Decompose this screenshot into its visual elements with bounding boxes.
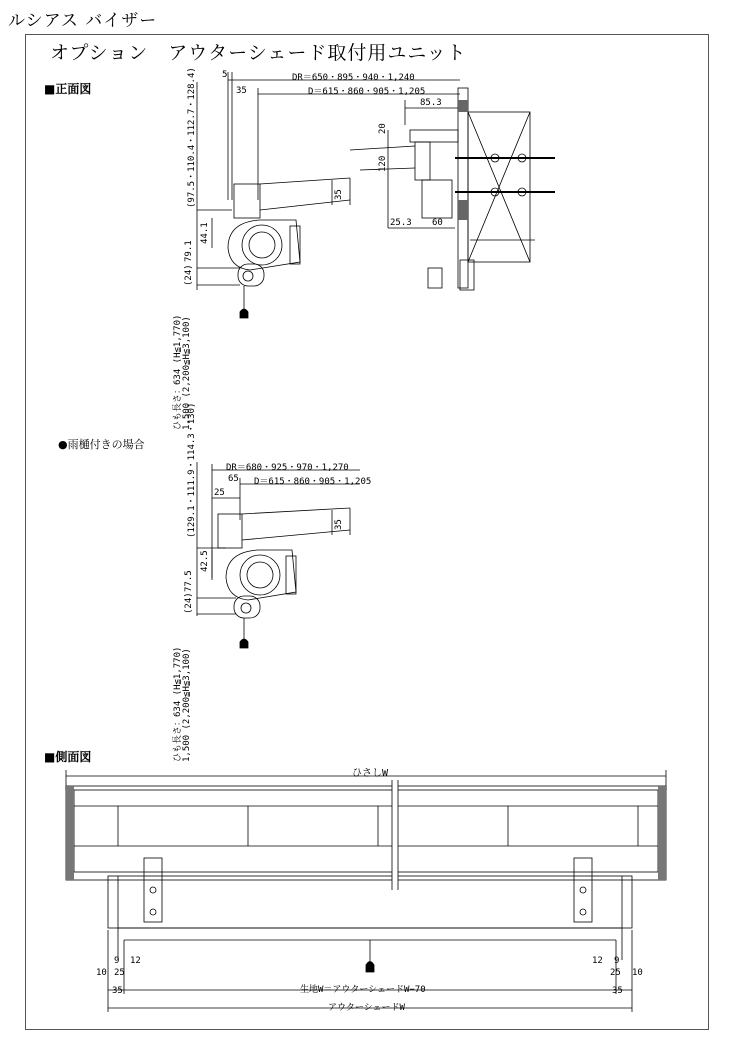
dim-gutter-dr: DR＝680・925・970・1,270 bbox=[226, 463, 349, 473]
dim-front-20: 20 bbox=[378, 123, 388, 134]
dim-side-l9: 9 bbox=[114, 956, 120, 966]
dim-front-35: 35 bbox=[236, 86, 247, 96]
dim-fabric-w: 生地W＝アウターシェードW−70 bbox=[300, 985, 426, 995]
dim-gutter-35: 35 bbox=[334, 519, 344, 530]
dim-front-60: 60 bbox=[432, 218, 443, 228]
cord-length-gutter-1: ひも長さ：634 (H≦1,770) bbox=[173, 646, 183, 762]
dim-front-5: 5 bbox=[222, 70, 228, 80]
dim-side-l12: 12 bbox=[130, 956, 141, 966]
dim-gutter-25: 25 bbox=[214, 488, 225, 498]
dim-front-79-1: 79.1 bbox=[184, 240, 194, 262]
dim-side-r12: 12 bbox=[592, 956, 603, 966]
dim-front-35b: 35 bbox=[334, 189, 344, 200]
cord-length-front-1: ひも長さ：634 (H≦1,770) bbox=[173, 314, 183, 430]
dim-side-l10: 10 bbox=[96, 968, 107, 978]
cord-length-gutter-2: 1,500 (2,200≦H≦3,100) bbox=[182, 648, 192, 762]
dim-gutter-77-5: 77.5 bbox=[184, 570, 194, 592]
cord-length-front-2: 1,500 (2,200≦H≦3,100) bbox=[182, 316, 192, 430]
section-front-view: ■正面図 bbox=[44, 82, 92, 96]
section-gutter-case: ●雨樋付きの場合 bbox=[58, 438, 145, 451]
dim-front-dr: DR＝650・895・940・1,240 bbox=[292, 73, 415, 83]
dim-front-25-3: 25.3 bbox=[390, 218, 412, 228]
dim-side-r10: 10 bbox=[632, 968, 643, 978]
dim-gutter-left-range: (129.1・111.9・114.3・130) bbox=[187, 402, 197, 538]
dim-front-44-1: 44.1 bbox=[200, 222, 210, 244]
dim-side-r25: 25 bbox=[610, 968, 621, 978]
dim-side-l35: 35 bbox=[112, 986, 123, 996]
dim-gutter-65: 65 bbox=[228, 474, 239, 484]
page-title: オプション アウターシェード取付用ユニット bbox=[50, 42, 467, 64]
dim-outer-shade-w: アウターシェードW bbox=[328, 1003, 405, 1013]
dim-side-r9: 9 bbox=[614, 956, 620, 966]
dim-front-left-range: (97.5・110.4・112.7・128.4) bbox=[187, 67, 197, 208]
dim-front-d: D＝615・860・905・1,205 bbox=[308, 87, 426, 97]
dim-side-r35: 35 bbox=[612, 986, 623, 996]
dim-gutter-d: D＝615・860・905・1,205 bbox=[254, 477, 372, 487]
dim-hisashi-w: ひさしW bbox=[352, 768, 389, 779]
dim-front-85-3: 85.3 bbox=[420, 98, 442, 108]
dim-gutter-42-5: 42.5 bbox=[200, 550, 210, 572]
dim-front-120: 120 bbox=[378, 155, 388, 172]
dim-side-l25: 25 bbox=[114, 968, 125, 978]
brand-title: ルシアス バイザー bbox=[8, 11, 158, 31]
dim-gutter-24: (24) bbox=[184, 592, 194, 614]
dim-front-24: (24) bbox=[184, 264, 194, 286]
section-side-view: ■側面図 bbox=[44, 750, 92, 764]
